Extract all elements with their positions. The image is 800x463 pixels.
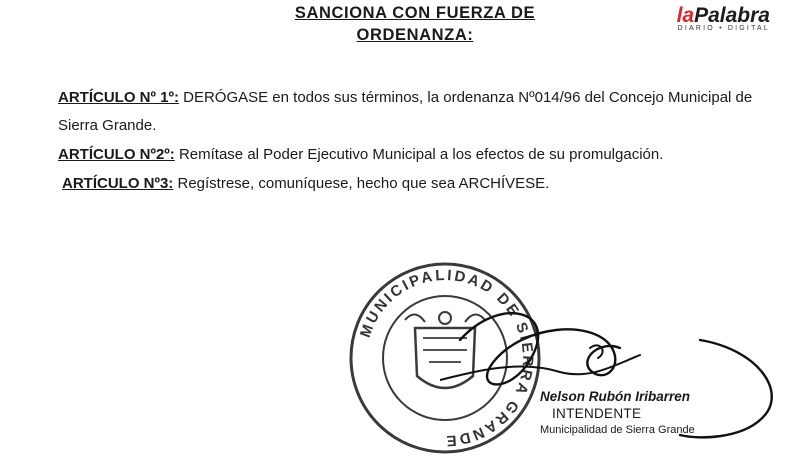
logo-brand-palabra: Palabra	[694, 4, 770, 27]
article-1-text: DERÓGASE en todos sus términos, la ordenanza Nº014/96 del Concejo Municipal de Sierra Grande.	[58, 89, 753, 134]
article-2	[58, 141, 778, 169]
article-2-label: ARTÍCULO Nº2º:	[58, 146, 175, 163]
signature-block	[540, 388, 695, 439]
heading-line-1: SANCIONA CON FUERZA DE	[294, 4, 536, 22]
article-3-text: Regístrese, comuníquese, hecho que sea ARCHÍVESE.	[173, 175, 550, 192]
seal-text: MUNICIPALIDAD DE SIERRA GRANDE	[356, 266, 537, 450]
signer-name: Nelson Rubón Iribarren	[540, 389, 691, 404]
signer-title: INTENDENTE	[552, 406, 642, 421]
article-3-label: ARTÍCULO Nº3:	[62, 175, 174, 192]
logo-tagline: DIARIO • DIGITAL	[677, 25, 770, 32]
signer-organization: Municipalidad de Sierra Grande	[540, 424, 695, 436]
articles-section	[58, 84, 778, 198]
article-1-label: ARTÍCULO Nº 1º:	[58, 89, 179, 106]
la-palabra-logo	[677, 4, 770, 32]
article-2-text: Remítase al Poder Ejecutivo Municipal a los efectos de su promulgación.	[174, 146, 664, 163]
article-3	[58, 170, 778, 198]
logo-brand-la: la	[676, 4, 695, 27]
article-1	[58, 84, 778, 140]
heading-line-2: ORDENANZA:	[356, 26, 474, 44]
